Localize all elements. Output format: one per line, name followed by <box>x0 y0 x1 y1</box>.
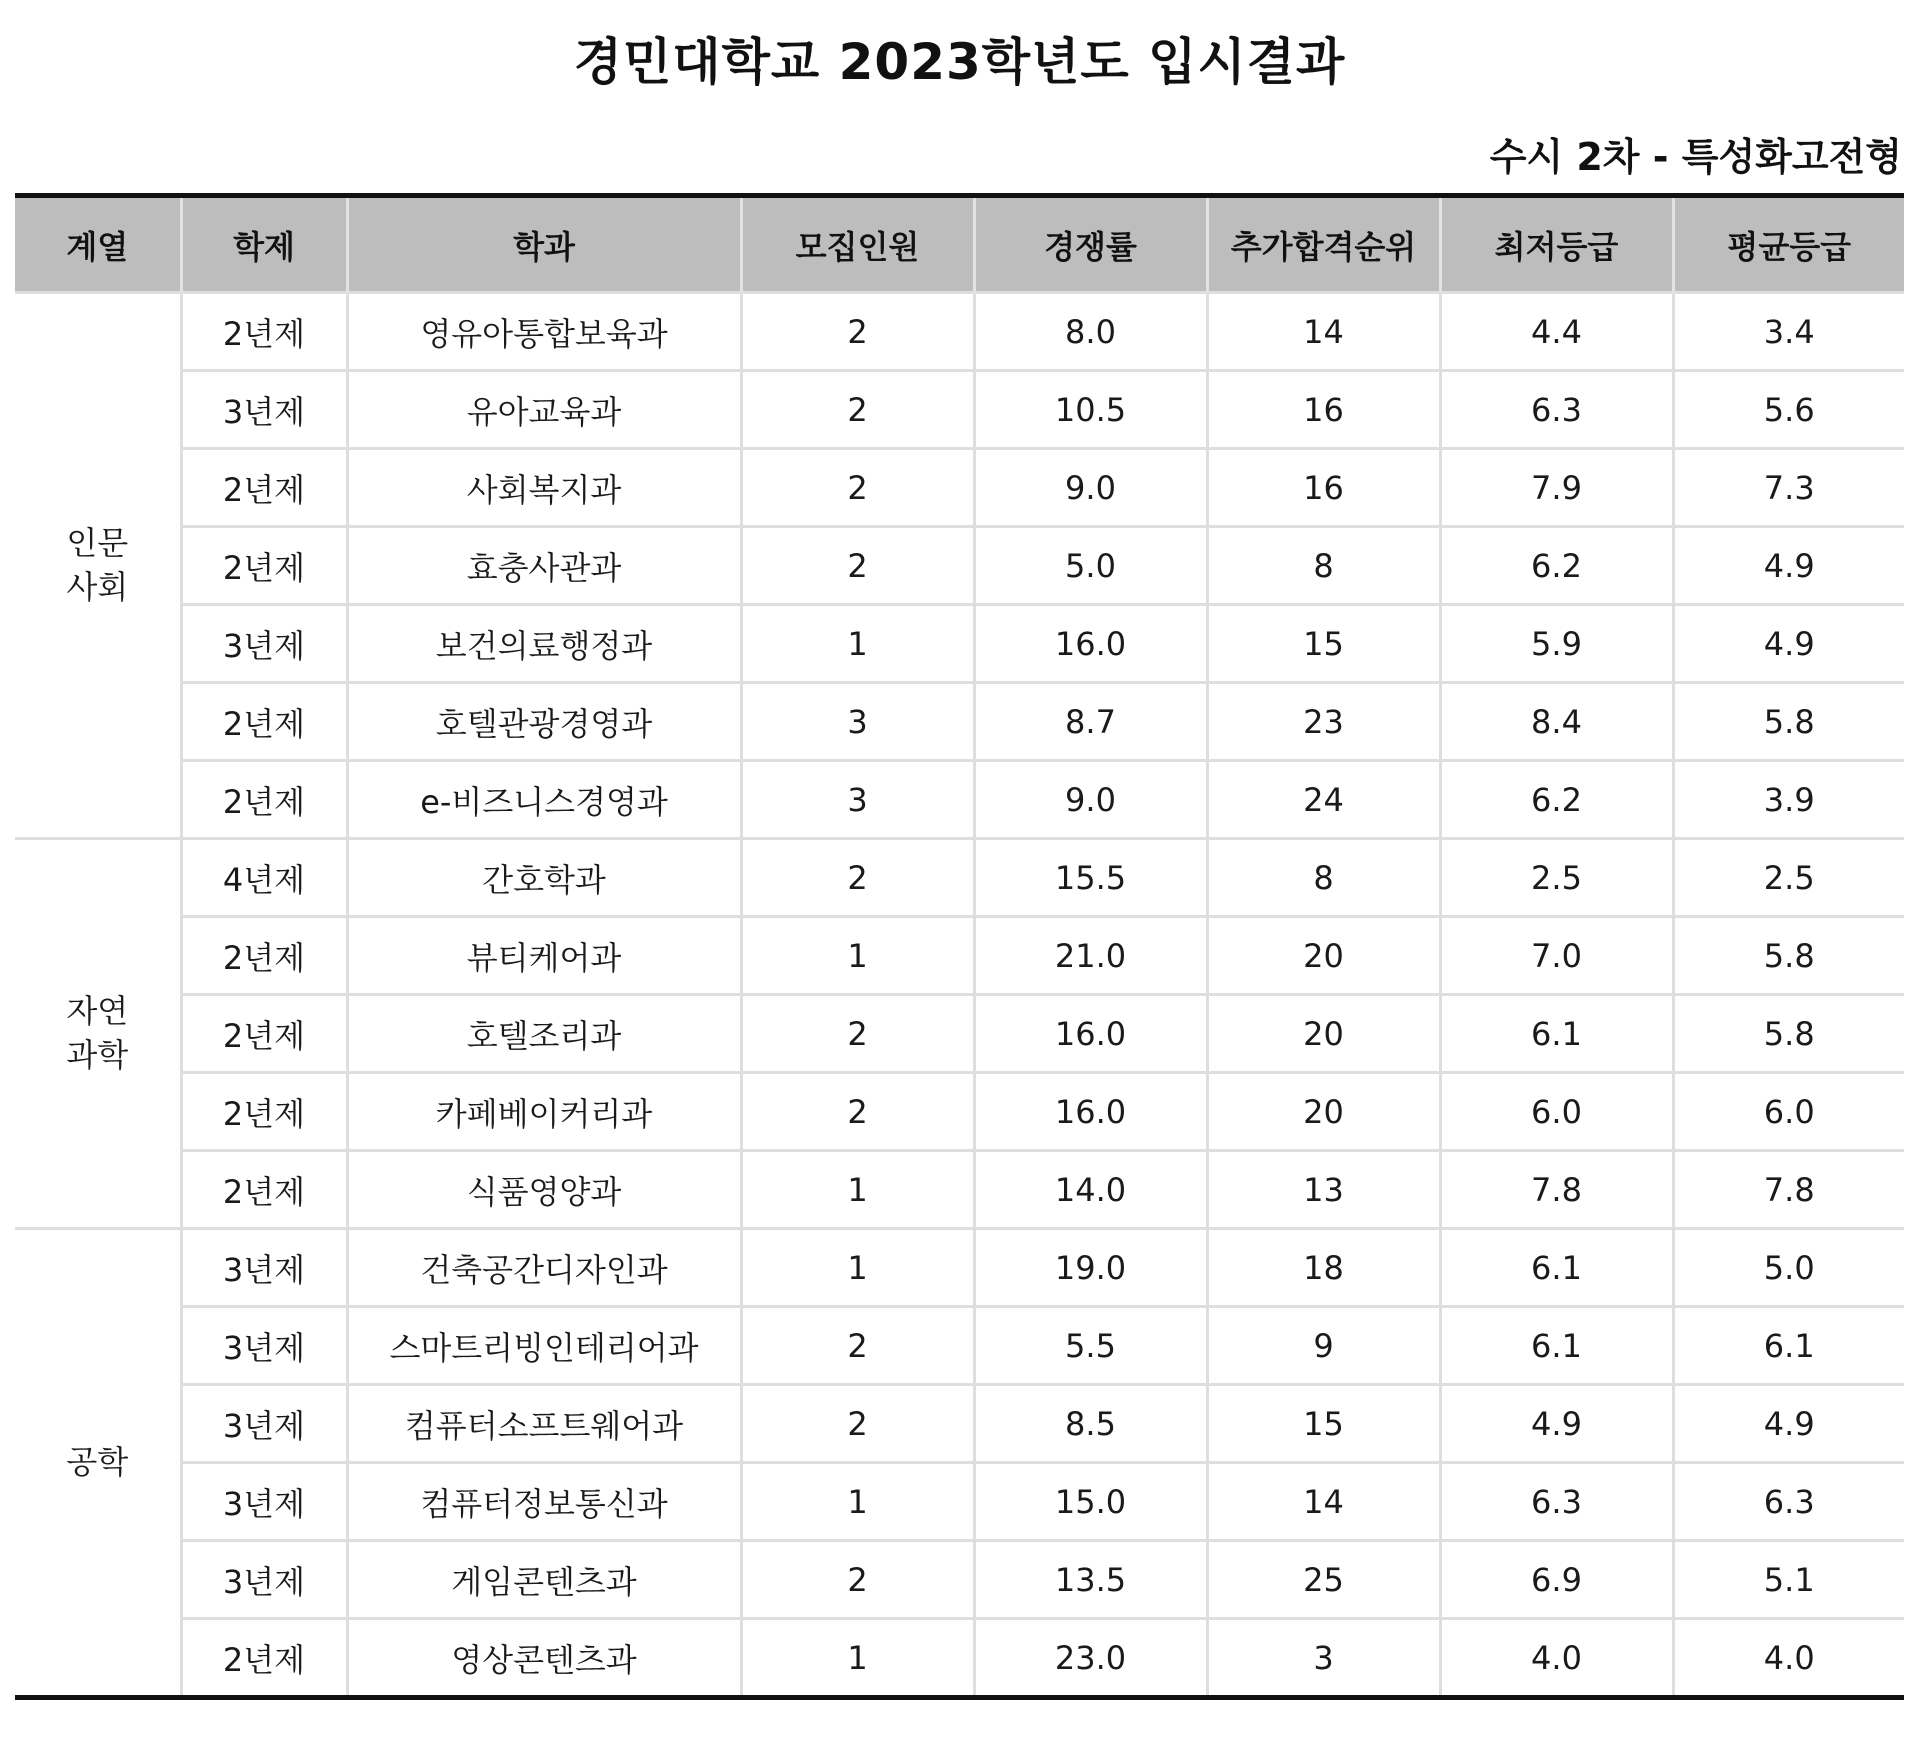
department-cell: 게임콘텐츠과 <box>347 1541 741 1619</box>
min-grade-cell: 7.9 <box>1440 449 1673 527</box>
department-cell: 스마트리빙인테리어과 <box>347 1307 741 1385</box>
program-length-cell: 3년제 <box>181 1385 347 1463</box>
additional-rank-cell: 8 <box>1207 527 1440 605</box>
additional-rank-cell: 14 <box>1207 1463 1440 1541</box>
additional-rank-cell: 20 <box>1207 1073 1440 1151</box>
table-row <box>15 1541 1904 1619</box>
recruit-count-cell: 1 <box>741 1619 974 1698</box>
table-row <box>15 527 1904 605</box>
category-label <box>66 522 128 608</box>
program-length-cell: 3년제 <box>181 1541 347 1619</box>
header-department: 학과 <box>347 196 741 293</box>
competition-rate-cell: 19.0 <box>974 1229 1207 1307</box>
competition-rate-cell: 9.0 <box>974 449 1207 527</box>
category-label-line: 공학 <box>66 1442 129 1481</box>
table-row <box>15 761 1904 839</box>
header-competition-rate: 경쟁률 <box>974 196 1207 293</box>
additional-rank-cell: 8 <box>1207 839 1440 917</box>
min-grade-cell: 8.4 <box>1440 683 1673 761</box>
department-cell: 호텔관광경영과 <box>347 683 741 761</box>
competition-rate-cell: 21.0 <box>974 917 1207 995</box>
table-row <box>15 1463 1904 1541</box>
additional-rank-cell: 14 <box>1207 293 1440 371</box>
table-header-row <box>15 196 1904 293</box>
program-length-cell: 2년제 <box>181 683 347 761</box>
program-length-cell: 3년제 <box>181 1307 347 1385</box>
competition-rate-cell: 8.5 <box>974 1385 1207 1463</box>
additional-rank-cell: 23 <box>1207 683 1440 761</box>
admission-results-table <box>15 193 1904 1700</box>
recruit-count-cell: 2 <box>741 527 974 605</box>
table-row <box>15 1151 1904 1229</box>
program-length-cell: 2년제 <box>181 761 347 839</box>
page-title: 경민대학교 2023학년도 입시결과 <box>573 33 1346 91</box>
min-grade-cell: 4.0 <box>1440 1619 1673 1698</box>
min-grade-cell: 7.0 <box>1440 917 1673 995</box>
additional-rank-cell: 15 <box>1207 605 1440 683</box>
department-cell: 유아교육과 <box>347 371 741 449</box>
category-label <box>66 1441 128 1484</box>
category-cell <box>15 1229 181 1698</box>
category-label <box>66 990 128 1076</box>
competition-rate-cell: 16.0 <box>974 995 1207 1073</box>
min-grade-cell: 6.1 <box>1440 1307 1673 1385</box>
header-additional-rank: 추가합격순위 <box>1207 196 1440 293</box>
department-cell: 식품영양과 <box>347 1151 741 1229</box>
min-grade-cell: 7.8 <box>1440 1151 1673 1229</box>
department-cell: e-비즈니스경영과 <box>347 761 741 839</box>
additional-rank-cell: 15 <box>1207 1385 1440 1463</box>
header-recruit-count: 모집인원 <box>741 196 974 293</box>
avg-grade-cell: 6.0 <box>1673 1073 1904 1151</box>
recruit-count-cell: 2 <box>741 1541 974 1619</box>
table-row <box>15 917 1904 995</box>
additional-rank-cell: 18 <box>1207 1229 1440 1307</box>
additional-rank-cell: 16 <box>1207 371 1440 449</box>
table-row <box>15 995 1904 1073</box>
header-category: 계열 <box>15 196 181 293</box>
additional-rank-cell: 20 <box>1207 995 1440 1073</box>
competition-rate-cell: 8.7 <box>974 683 1207 761</box>
competition-rate-cell: 23.0 <box>974 1619 1207 1698</box>
avg-grade-cell: 6.3 <box>1673 1463 1904 1541</box>
min-grade-cell: 6.2 <box>1440 761 1673 839</box>
program-length-cell: 3년제 <box>181 605 347 683</box>
competition-rate-cell: 10.5 <box>974 371 1207 449</box>
avg-grade-cell: 5.8 <box>1673 917 1904 995</box>
program-length-cell: 2년제 <box>181 1073 347 1151</box>
program-length-cell: 2년제 <box>181 1151 347 1229</box>
recruit-count-cell: 2 <box>741 449 974 527</box>
additional-rank-cell: 24 <box>1207 761 1440 839</box>
additional-rank-cell: 16 <box>1207 449 1440 527</box>
category-label-line: 사회 <box>66 567 129 606</box>
min-grade-cell: 4.4 <box>1440 293 1673 371</box>
competition-rate-cell: 5.0 <box>974 527 1207 605</box>
program-length-cell: 4년제 <box>181 839 347 917</box>
min-grade-cell: 6.9 <box>1440 1541 1673 1619</box>
recruit-count-cell: 2 <box>741 995 974 1073</box>
table-row <box>15 371 1904 449</box>
avg-grade-cell: 4.0 <box>1673 1619 1904 1698</box>
avg-grade-cell: 5.8 <box>1673 995 1904 1073</box>
avg-grade-cell: 7.3 <box>1673 449 1904 527</box>
avg-grade-cell: 7.8 <box>1673 1151 1904 1229</box>
department-cell: 뷰티케어과 <box>347 917 741 995</box>
min-grade-cell: 6.0 <box>1440 1073 1673 1151</box>
department-cell: 사회복지과 <box>347 449 741 527</box>
department-cell: 컴퓨터소프트웨어과 <box>347 1385 741 1463</box>
department-cell: 컴퓨터정보통신과 <box>347 1463 741 1541</box>
program-length-cell: 2년제 <box>181 449 347 527</box>
department-cell: 호텔조리과 <box>347 995 741 1073</box>
category-cell <box>15 839 181 1229</box>
avg-grade-cell: 4.9 <box>1673 605 1904 683</box>
additional-rank-cell: 20 <box>1207 917 1440 995</box>
avg-grade-cell: 5.6 <box>1673 371 1904 449</box>
min-grade-cell: 6.3 <box>1440 1463 1673 1541</box>
recruit-count-cell: 2 <box>741 371 974 449</box>
competition-rate-cell: 5.5 <box>974 1307 1207 1385</box>
department-cell: 효충사관과 <box>347 527 741 605</box>
min-grade-cell: 6.1 <box>1440 995 1673 1073</box>
department-cell: 영상콘텐츠과 <box>347 1619 741 1698</box>
recruit-count-cell: 3 <box>741 683 974 761</box>
program-length-cell: 3년제 <box>181 1463 347 1541</box>
table-row <box>15 1073 1904 1151</box>
department-cell: 간호학과 <box>347 839 741 917</box>
competition-rate-cell: 16.0 <box>974 605 1207 683</box>
competition-rate-cell: 14.0 <box>974 1151 1207 1229</box>
category-label-line: 자연 <box>66 992 129 1031</box>
avg-grade-cell: 5.8 <box>1673 683 1904 761</box>
recruit-count-cell: 2 <box>741 1385 974 1463</box>
department-cell: 보건의료행정과 <box>347 605 741 683</box>
avg-grade-cell: 2.5 <box>1673 839 1904 917</box>
department-cell: 영유아통합보육과 <box>347 293 741 371</box>
header-min-grade: 최저등급 <box>1440 196 1673 293</box>
avg-grade-cell: 3.9 <box>1673 761 1904 839</box>
table-row <box>15 605 1904 683</box>
competition-rate-cell: 15.5 <box>974 839 1207 917</box>
additional-rank-cell: 13 <box>1207 1151 1440 1229</box>
avg-grade-cell: 3.4 <box>1673 293 1904 371</box>
table-row <box>15 1307 1904 1385</box>
recruit-count-cell: 1 <box>741 1151 974 1229</box>
category-label-line: 인문 <box>66 524 129 563</box>
program-length-cell: 2년제 <box>181 293 347 371</box>
header-program-length: 학제 <box>181 196 347 293</box>
recruit-count-cell: 1 <box>741 1229 974 1307</box>
table-row <box>15 1229 1904 1307</box>
min-grade-cell: 6.1 <box>1440 1229 1673 1307</box>
avg-grade-cell: 6.1 <box>1673 1307 1904 1385</box>
avg-grade-cell: 5.1 <box>1673 1541 1904 1619</box>
program-length-cell: 2년제 <box>181 995 347 1073</box>
recruit-count-cell: 2 <box>741 839 974 917</box>
category-label-line: 과학 <box>66 1035 129 1074</box>
min-grade-cell: 2.5 <box>1440 839 1673 917</box>
avg-grade-cell: 5.0 <box>1673 1229 1904 1307</box>
avg-grade-cell: 4.9 <box>1673 1385 1904 1463</box>
recruit-count-cell: 2 <box>741 1307 974 1385</box>
program-length-cell: 2년제 <box>181 1619 347 1698</box>
header-avg-grade: 평균등급 <box>1673 196 1904 293</box>
recruit-count-cell: 1 <box>741 1463 974 1541</box>
min-grade-cell: 5.9 <box>1440 605 1673 683</box>
additional-rank-cell: 3 <box>1207 1619 1440 1698</box>
competition-rate-cell: 9.0 <box>974 761 1207 839</box>
department-cell: 건축공간디자인과 <box>347 1229 741 1307</box>
table-row <box>15 1619 1904 1698</box>
avg-grade-cell: 4.9 <box>1673 527 1904 605</box>
min-grade-cell: 4.9 <box>1440 1385 1673 1463</box>
competition-rate-cell: 15.0 <box>974 1463 1207 1541</box>
table-row <box>15 449 1904 527</box>
recruit-count-cell: 3 <box>741 761 974 839</box>
competition-rate-cell: 13.5 <box>974 1541 1207 1619</box>
recruit-count-cell: 2 <box>741 293 974 371</box>
page-subtitle: 수시 2차 - 특성화고전형 <box>1489 135 1902 179</box>
min-grade-cell: 6.2 <box>1440 527 1673 605</box>
category-cell <box>15 293 181 839</box>
table-body <box>15 293 1904 1698</box>
program-length-cell: 3년제 <box>181 1229 347 1307</box>
table-row <box>15 1385 1904 1463</box>
program-length-cell: 2년제 <box>181 527 347 605</box>
recruit-count-cell: 1 <box>741 917 974 995</box>
table-row <box>15 293 1904 371</box>
program-length-cell: 2년제 <box>181 917 347 995</box>
table-row <box>15 839 1904 917</box>
department-cell: 카페베이커리과 <box>347 1073 741 1151</box>
program-length-cell: 3년제 <box>181 371 347 449</box>
additional-rank-cell: 9 <box>1207 1307 1440 1385</box>
min-grade-cell: 6.3 <box>1440 371 1673 449</box>
competition-rate-cell: 16.0 <box>974 1073 1207 1151</box>
competition-rate-cell: 8.0 <box>974 293 1207 371</box>
recruit-count-cell: 2 <box>741 1073 974 1151</box>
recruit-count-cell: 1 <box>741 605 974 683</box>
table-row <box>15 683 1904 761</box>
additional-rank-cell: 25 <box>1207 1541 1440 1619</box>
